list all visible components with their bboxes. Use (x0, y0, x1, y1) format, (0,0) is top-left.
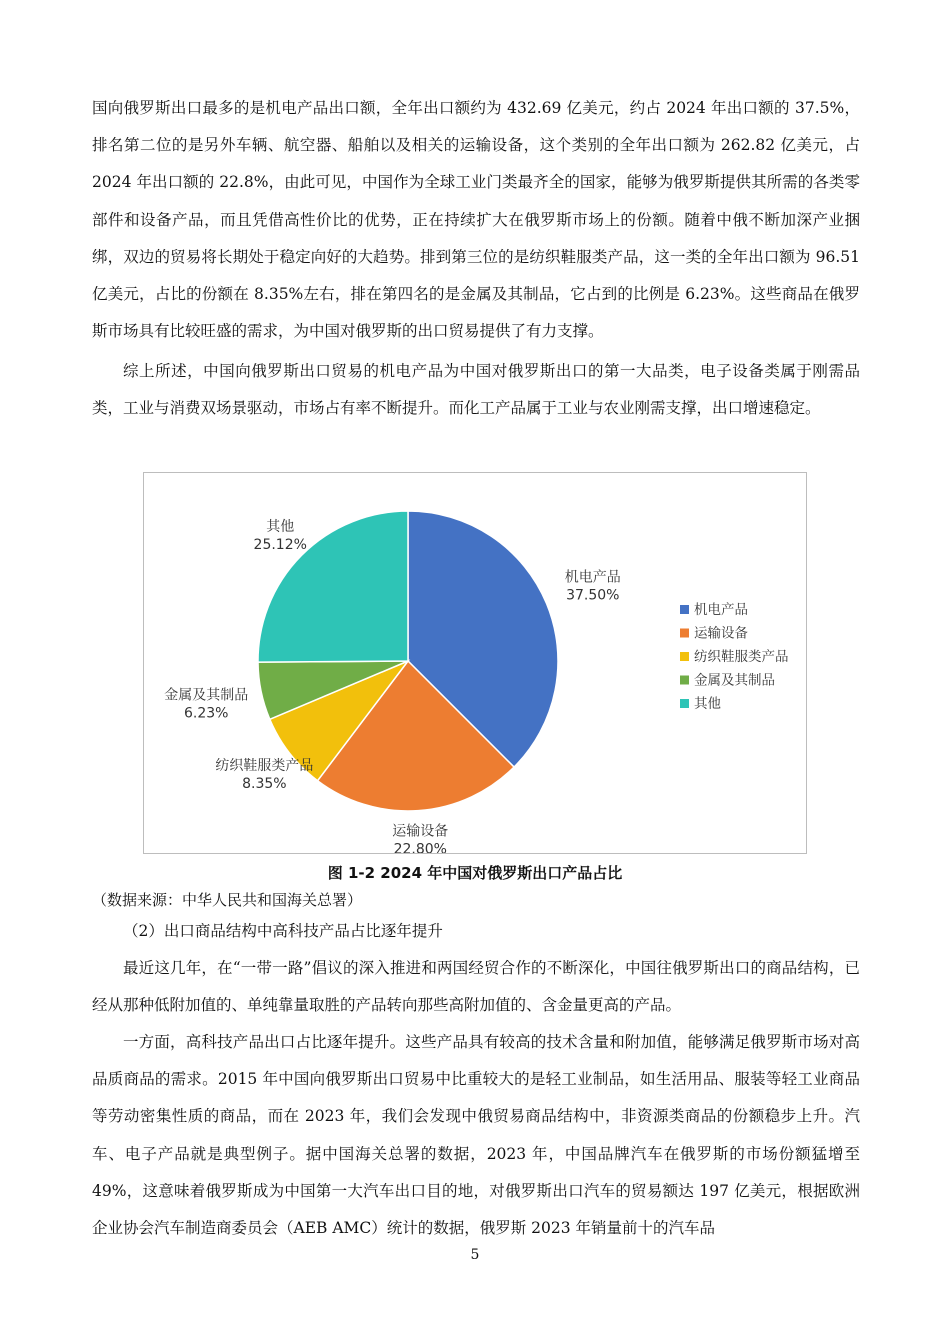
paragraph-3: 最近这几年，在“一带一路”倡议的深入推进和两国经贸合作的不断深化，中国往俄罗斯出口的商品结构，已经从那种低附加值的、单纯靠量取胜的产品转向那些高附加值的、含金量更高的产品。 (92, 959, 860, 1015)
figure-source: （数据来源：中华人民共和国海关总署） (92, 891, 363, 909)
slice-label-4: 其他 (266, 519, 295, 536)
paragraph-1: 国向俄罗斯出口最多的是机电产品出口额，全年出口额约为 432.69 亿美元，约占 2024 年出口额的 37.5%，排名第二位的是另外车辆、航空器、船舶以及相关的运输设备，这个类别的全年出口额为 262.82 亿美元，占 2024 年出口额的 22.8%，由此可见，中国作为全球工业门类最齐全的国家，能够为俄罗斯提供其所需的各类零部件和设备产品，而且凭借高性价比的优势，正在持续扩大在俄罗斯市场上的份额。随着中俄不断加深产业捆绑，双边的贸易将长期处于稳定向好的大趋势。排到第三位的是纺织鞋服类产品，这一类的全年出口额为 96.51 亿美元，占比的份额在 8.35%左右，排在第四名的是金属及其制品，它占到的比例是 6.23%。这些商品在俄罗斯市场具有比较旺盛的需求，为中国对俄罗斯的出口贸易提供了有力支撑。 (92, 99, 860, 341)
slice-label-2: 纺织鞋服类产品 (215, 757, 314, 774)
legend-label-2: 纺织鞋服类产品 (694, 649, 789, 665)
figure-caption: 图 1-2 2024 年中国对俄罗斯出口产品占比 (327, 864, 623, 882)
legend-label-3: 金属及其制品 (694, 672, 775, 689)
legend-label-4: 其他 (694, 696, 721, 712)
slice-label-3: 金属及其制品 (164, 687, 249, 704)
legend-swatch-3 (680, 676, 689, 685)
legend-label-1: 运输设备 (694, 625, 748, 642)
slice-label-0: 机电产品 (564, 569, 621, 586)
slice-value-1: 22.80% (393, 841, 447, 853)
slice-value-2: 8.35% (242, 775, 287, 792)
section-subheading: （2）出口商品结构中高科技产品占比逐年提升 (123, 922, 443, 940)
page-number: 5 (470, 1247, 480, 1263)
paragraph-4: 一方面，高科技产品出口占比逐年提升。这些产品具有较高的技术含量和附加值，能够满足俄罗斯市场对高品质商品的需求。2015 年中国向俄罗斯出口贸易中比重较大的是轻工业制品，如生活用品、服装等轻工业商品等劳动密集性质的商品，而在 2023 年，我们会发现中俄贸易商品结构中，非资源类商品的份额稳步上升。汽车、电子产品就是典型例子。据中国海关总署的数据，2023 年，中国品牌汽车在俄罗斯的市场份额猛增至 49%，这意味着俄罗斯成为中国第一大汽车出口目的地，对俄罗斯出口汽车的贸易额达 197 亿美元，根据欧洲企业协会汽车制造商委员会（AEB AMC）统计的数据，俄罗斯 2023 年销量前十的汽车品 (92, 1033, 860, 1238)
legend-swatch-4 (680, 699, 689, 708)
slice-value-0: 37.50% (566, 587, 620, 604)
legend-swatch-1 (680, 629, 689, 638)
slice-label-1: 运输设备 (392, 823, 449, 840)
pie-chart (143, 472, 807, 854)
paragraph-2: 综上所述，中国向俄罗斯出口贸易的机电产品为中国对俄罗斯出口的第一大品类，电子设备类属于刚需品类，工业与消费双场景驱动，市场占有率不断提升。而化工产品属于工业与农业刚需支撑，出口增速稳定。 (92, 362, 860, 418)
legend-label-0: 机电产品 (694, 602, 748, 618)
legend-swatch-2 (680, 652, 689, 661)
pie-chart-svg (144, 473, 806, 853)
slice-value-3: 6.23% (183, 705, 229, 722)
legend-swatch-0 (680, 605, 689, 614)
slice-value-4: 25.12% (253, 537, 307, 554)
